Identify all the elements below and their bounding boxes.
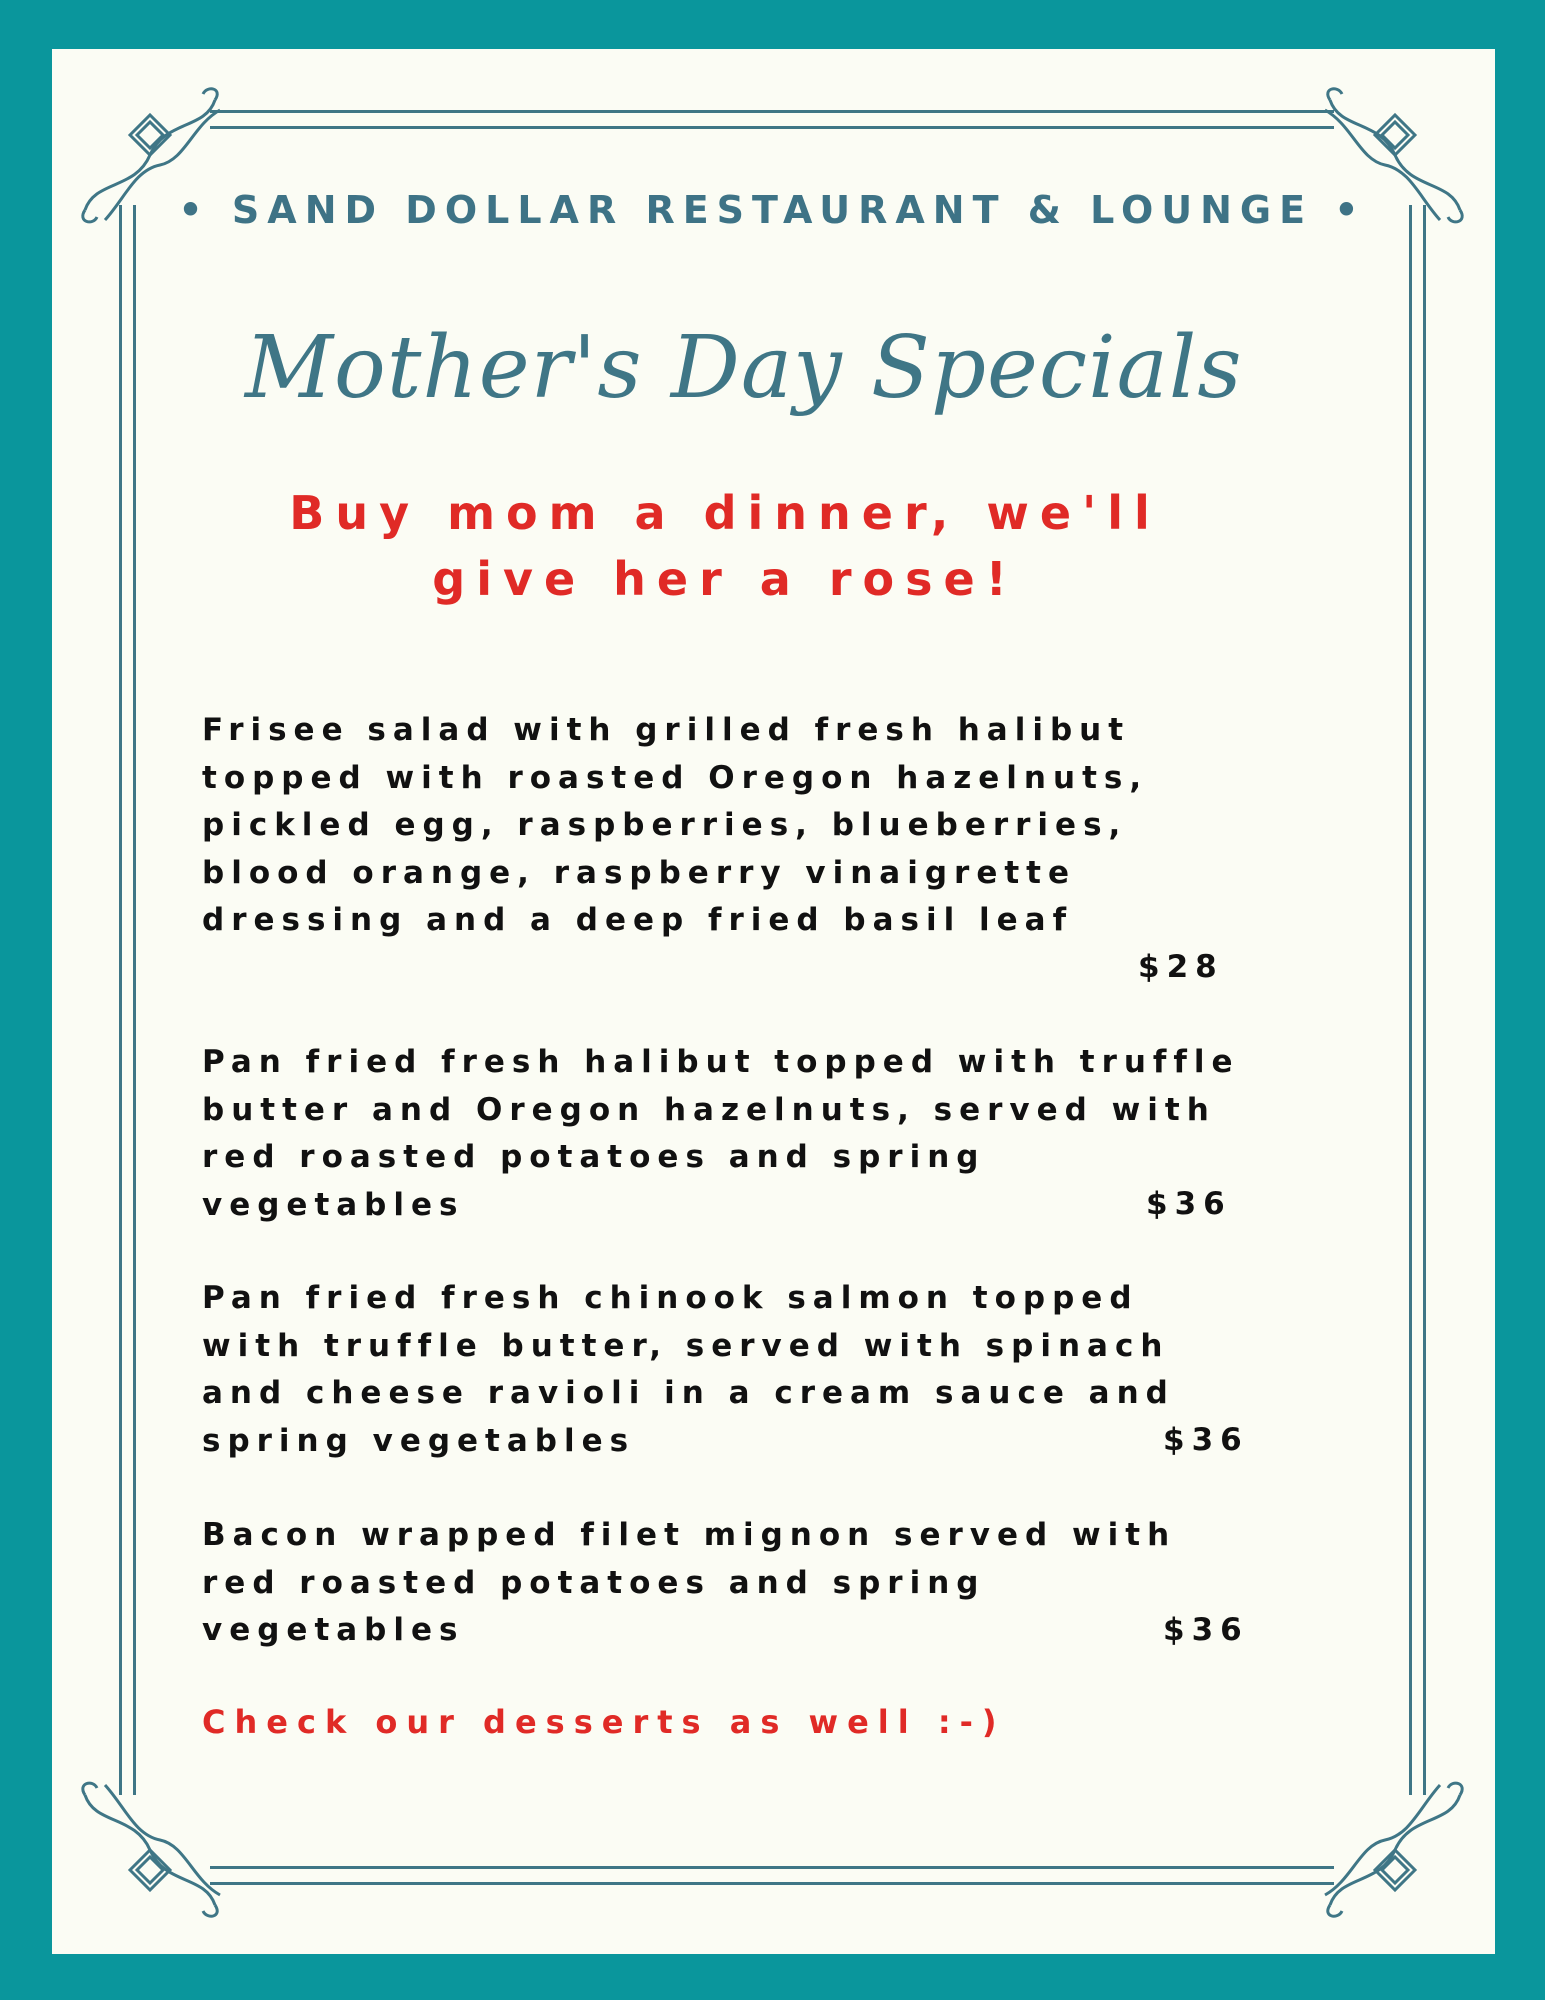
corner-ornament-icon	[1320, 1775, 1470, 1925]
menu-item-description: Pan fried fresh halibut topped with truffle butter and Oregon hazelnuts, served with red roasted potatoes and spring vegetables	[202, 1044, 1240, 1223]
frame-left-rule-inner	[133, 205, 136, 1795]
page-title: Mother's Day Specials	[245, 318, 1243, 418]
menu-item-description: Frisee salad with grilled fresh halibut topped with roasted Oregon hazelnuts, pickled egg, raspberries, blueberries, blood orange, raspberry vinaigrette dressing and a deep fried basil leaf	[202, 712, 1149, 938]
menu-item-price: $36	[1163, 1612, 1249, 1648]
frame-bottom-rule	[210, 1866, 1334, 1869]
promo-text: Buy mom a dinner, we'll give her a rose!	[289, 486, 1161, 606]
menu-item-price: $36	[1163, 1422, 1249, 1458]
frame-top-rule	[210, 110, 1334, 113]
frame-left-rule	[119, 205, 122, 1795]
menu-item-description: Pan fried fresh chinook salmon topped with truffle butter, served with spinach and cheese ravioli in a cream sauce and spring vegetables	[202, 1280, 1175, 1459]
frame-bottom-rule-inner	[210, 1882, 1334, 1885]
menu-item-price: $36	[1146, 1186, 1232, 1222]
menu-item-description: Bacon wrapped filet mignon served with red roasted potatoes and spring vegetables	[202, 1517, 1177, 1648]
frame-top-rule-inner	[210, 126, 1334, 129]
frame-right-rule	[1409, 205, 1412, 1795]
frame-right-rule-inner	[1423, 205, 1426, 1795]
corner-ornament-icon	[75, 1775, 225, 1925]
menu-item-price: $28	[1138, 949, 1224, 985]
desserts-note: Check our desserts as well :-)	[202, 1703, 1006, 1741]
restaurant-name: • SAND DOLLAR RESTAURANT & LOUNGE •	[178, 188, 1367, 232]
